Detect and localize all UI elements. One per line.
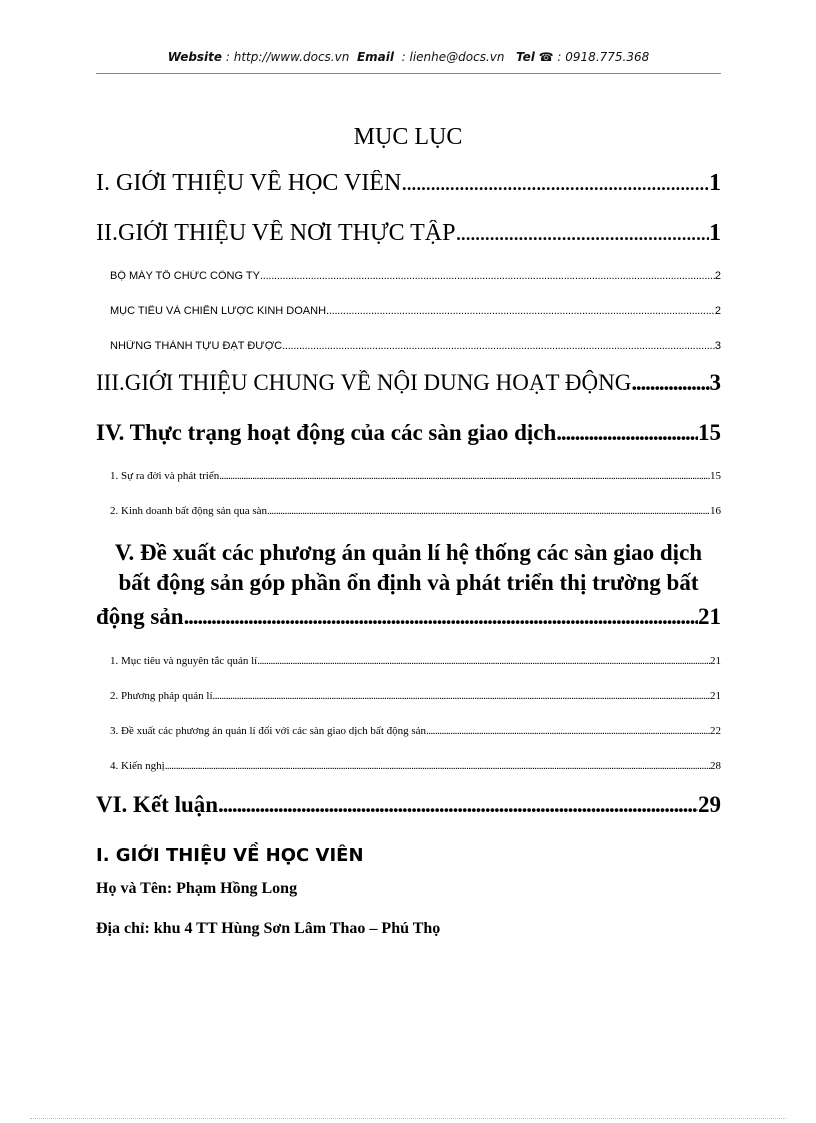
toc-page-number: 3 — [709, 370, 721, 395]
toc-page-number: 28 — [710, 760, 721, 772]
toc-page-number: 21 — [710, 655, 721, 667]
toc-page-number: 2 — [714, 270, 721, 282]
toc-entry-5-2[interactable] — [110, 690, 721, 702]
website-label: Website — [167, 50, 223, 64]
toc-entry-label-line2: bất động sản góp phần ổn định và phát triển thị trường bất — [118, 570, 699, 595]
toc-entry-label: 2. Kinh doanh bất động sản qua sàn — [110, 505, 268, 517]
toc-page-number: 3 — [714, 340, 721, 352]
header-divider — [96, 73, 721, 74]
toc-leader — [426, 725, 710, 737]
toc-entry-label: 4. Kiến nghị — [110, 760, 165, 772]
toc-entry-2-3[interactable] — [110, 340, 721, 352]
toc-entry-label: BỘ MÁY TỔ CHỨC CÔNG TY — [110, 270, 260, 282]
website-value: : http://www.docs.vn — [225, 50, 350, 64]
toc-entry-label: MỤC TIÊU VÀ CHIẾN LƯỢC KINH DOANH — [110, 305, 327, 317]
toc-entry-4-2[interactable] — [110, 505, 721, 517]
email-label: Email — [356, 50, 394, 64]
tel-label: Tel — [515, 50, 535, 64]
page-header — [96, 50, 721, 70]
toc-leader — [257, 655, 710, 667]
toc-entry-label: 2. Phương pháp quản lí — [110, 690, 213, 702]
toc-leader — [455, 220, 709, 247]
toc-leader — [401, 170, 709, 197]
toc-title: MỤC LỤC — [353, 124, 463, 150]
toc-leader — [631, 370, 709, 396]
toc-entry-1[interactable] — [96, 170, 721, 197]
toc-leader — [213, 690, 710, 702]
toc-entry-5-3[interactable] — [110, 725, 721, 737]
toc-entry-5-1[interactable] — [110, 655, 721, 667]
toc-entry-2[interactable] — [96, 220, 721, 247]
toc-entry-2-2[interactable] — [110, 305, 721, 317]
toc-entry-4-1[interactable] — [110, 470, 721, 482]
toc-entry-label-line3: động sản — [96, 604, 184, 629]
email-value: : lienhe@docs.vn — [401, 50, 505, 64]
toc-leader — [267, 505, 710, 517]
toc-entry-label: NHỮNG THÀNH TỰU ĐẠT ĐƯỢC — [110, 340, 283, 352]
toc-entry-label: II.GIỚI THIỆU VỀ NƠI THỰC TẬP — [96, 220, 456, 246]
toc-entry-label: 1. Mục tiêu và nguyên tắc quản lí — [110, 655, 258, 667]
toc-entry-label-line1: V. Đề xuất các phương án quản lí hệ thống các sàn giao dịch — [114, 540, 703, 565]
toc-leader — [218, 792, 698, 818]
toc-entry-4[interactable] — [96, 420, 721, 446]
toc-entry-label: I. GIỚI THIỆU VỀ HỌC VIÊN — [96, 170, 402, 196]
toc-entry-5[interactable] — [96, 538, 721, 598]
toc-page-number: 1 — [709, 220, 721, 246]
toc-page-number: 29 — [698, 792, 721, 817]
toc-page-number: 16 — [710, 505, 721, 517]
student-address: Địa chỉ: khu 4 TT Hùng Sơn Lâm Thao – Phú Thọ — [96, 920, 441, 937]
toc-leader — [282, 340, 715, 352]
toc-leader — [556, 420, 698, 446]
toc-page-number: 1 — [709, 170, 721, 196]
toc-entry-5-4[interactable] — [110, 760, 721, 772]
toc-leader — [184, 604, 698, 630]
toc-page-number: 22 — [710, 725, 721, 737]
toc-entry-label: VI. Kết luận — [96, 792, 219, 817]
toc-leader — [326, 305, 715, 317]
toc-page-number: 15 — [710, 470, 721, 482]
toc-leader — [260, 270, 715, 282]
toc-entry-2-1[interactable] — [110, 270, 721, 282]
toc-entry-label: IV. Thực trạng hoạt động của các sàn giao dịch — [96, 420, 557, 445]
toc-entry-label: III.GIỚI THIỆU CHUNG VỀ NỘI DUNG HOẠT ĐỘNG — [96, 370, 632, 395]
toc-leader — [219, 470, 710, 482]
section-heading: I. GIỚI THIỆU VỀ HỌC VIÊN — [96, 845, 364, 866]
toc-entry-5-last-line[interactable] — [96, 604, 721, 630]
tel-value: ☎ : 0918.775.368 — [538, 50, 650, 64]
toc-entry-6[interactable] — [96, 792, 721, 818]
toc-page-number: 15 — [698, 420, 721, 445]
toc-entry-label: 3. Đề xuất các phương án quản lí đối với các sàn giao dịch bất động sản — [110, 725, 427, 737]
toc-page-number: 21 — [710, 690, 721, 702]
toc-page-number: 21 — [698, 604, 721, 629]
toc-entry-3[interactable] — [96, 370, 721, 396]
student-name: Họ và Tên: Phạm Hồng Long — [96, 880, 298, 897]
toc-entry-label: 1. Sự ra đời và phát triển — [110, 470, 220, 482]
toc-leader — [165, 760, 710, 772]
toc-page-number: 2 — [714, 305, 721, 317]
footer-divider — [30, 1118, 786, 1119]
